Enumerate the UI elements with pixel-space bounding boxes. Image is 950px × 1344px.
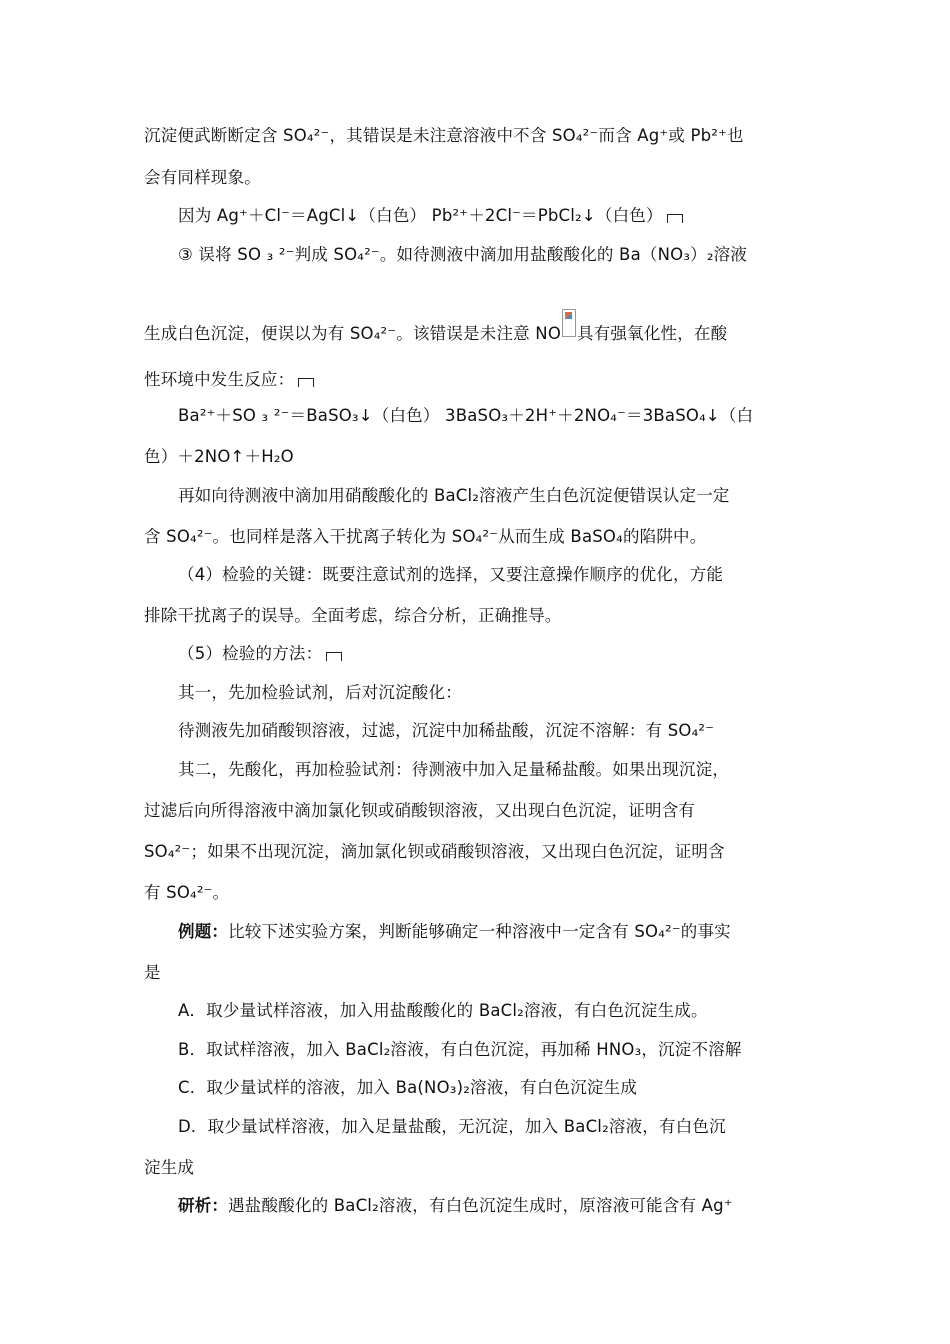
analysis-label: 研析： (178, 1196, 229, 1215)
text-segment: （5）检验的方法： (178, 644, 323, 663)
text-line: 排除干扰离子的误导。全面考虑，综合分析，正确推导。 (144, 606, 562, 625)
text-segment: 具有强氧化性，在酸 (577, 324, 728, 343)
option-b: B．取试样溶液，加入 BaCl₂溶液，有白色沉淀，再加稀 HNO₃，沉淀不溶解 (178, 1040, 742, 1059)
paragraph-mark-icon (298, 378, 314, 387)
broken-image-icon (562, 309, 576, 337)
text-line: （4）检验的关键：既要注意试剂的选择，又要注意操作顺序的优化，方能 (178, 565, 724, 584)
text-line: 含 SO₄²⁻。也同样是落入干扰离子转化为 SO₄²⁻从而生成 BaSO₄的陷阱中。 (144, 527, 707, 546)
analysis-line (178, 1194, 846, 1218)
text-line: 待测液先加硝酸钡溶液，过滤，沉淀中加稀盐酸，沉淀不溶解：有 SO₄²⁻ (178, 721, 715, 740)
text-line (144, 309, 812, 346)
text-line: 过滤后向所得溶液中滴加氯化钡或硝酸钡溶液，又出现白色沉淀，证明含有 (144, 801, 696, 820)
text-line: 是 (144, 963, 161, 982)
text-line: 会有同样现象。 (144, 168, 261, 187)
equation-line: Ba²⁺＋SO ₃ ²⁻＝BaSO₃↓（白色） 3BaSO₃＋2H⁺＋2NO₄⁻＝3BaSO₄↓（白 (178, 406, 754, 425)
paragraph-mark-icon (667, 214, 683, 223)
text-line: ③ 误将 SO ₃ ²⁻判成 SO₄²⁻。如待测液中滴加用盐酸酸化的 Ba（NO₃）₂溶液 (178, 245, 748, 264)
example-label: 例题： (178, 922, 229, 941)
text-line: 其二，先酸化，再加检验试剂：待测液中加入足量稀盐酸。如果出现沉淀， (178, 760, 730, 779)
text-line: SO₄²⁻；如果不出现沉淀，滴加氯化钡或硝酸钡溶液，又出现白色沉淀，证明含 (144, 842, 725, 861)
text-line: 沉淀便武断断定含 SO₄²⁻，其错误是未注意溶液中不含 SO₄²⁻而含 Ag⁺或 Pb²⁺也 (144, 126, 744, 145)
text-segment: 比较下述实验方案，判断能够确定一种溶液中一定含有 SO₄²⁻的事实 (228, 922, 731, 941)
example-line (178, 920, 846, 944)
text-line: 淀生成 (144, 1158, 195, 1177)
paragraph-mark-icon (326, 652, 342, 661)
equation-line (178, 204, 846, 228)
option-c: C．取少量试样的溶液，加入 Ba(NO₃)₂溶液，有白色沉淀生成 (178, 1078, 638, 1097)
text-line: 有 SO₄²⁻。 (144, 883, 230, 902)
text-line: 其一，先加检验试剂，后对沉淀酸化： (178, 683, 462, 702)
text-line: 再如向待测液中滴加用硝酸酸化的 BaCl₂溶液产生白色沉淀便错误认定一定 (178, 486, 730, 505)
text-line (144, 368, 812, 392)
text-segment: 生成白色沉淀，便误以为有 SO₄²⁻。该错误是未注意 NO (144, 324, 562, 343)
equation-line: 色）＋2NO↑＋H₂O (144, 447, 294, 466)
equation-text: 因为 Ag⁺＋Cl⁻＝AgCl↓（白色） Pb²⁺＋2Cl⁻＝PbCl₂↓（白色） (178, 206, 663, 225)
text-segment: 遇盐酸酸化的 BaCl₂溶液，有白色沉淀生成时，原溶液可能含有 Ag⁺ (228, 1196, 733, 1215)
option-a: A．取少量试样溶液，加入用盐酸酸化的 BaCl₂溶液，有白色沉淀生成。 (178, 1001, 708, 1020)
text-line (178, 642, 846, 666)
option-d: D．取少量试样溶液，加入足量盐酸，无沉淀，加入 BaCl₂溶液，有白色沉 (178, 1117, 726, 1136)
text-segment: 性环境中发生反应： (144, 370, 295, 389)
